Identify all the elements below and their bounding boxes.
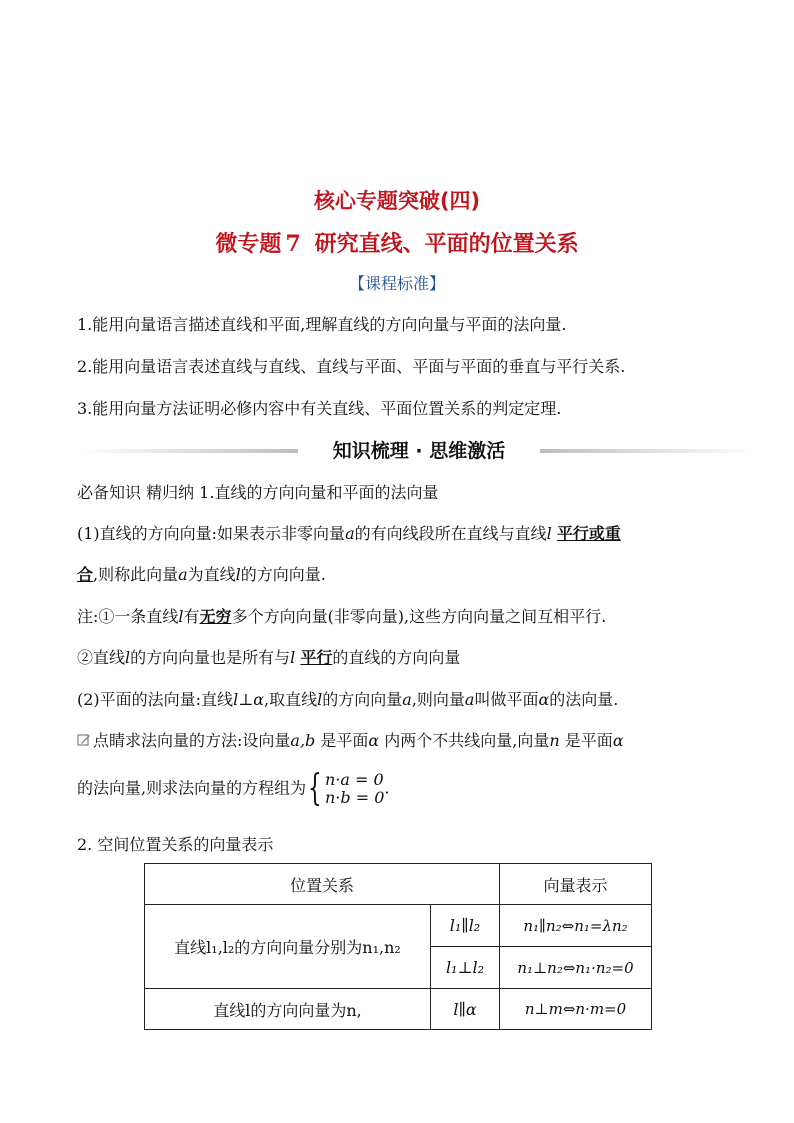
position-relation-table xyxy=(144,863,652,1030)
header-relation: 位置关系 xyxy=(145,864,500,905)
section-2-heading: 2. 空间位置关系的向量表示 xyxy=(77,835,274,854)
tip-line-1: 点睛求法向量的方法:设向量a,b 是平面α 内两个不共线向量,向量n 是平面α xyxy=(77,730,624,752)
pencil-icon xyxy=(77,733,91,747)
row1-sub-perpendicular: l₁⊥l₂ xyxy=(431,947,500,989)
brace-symbol: { xyxy=(308,767,322,809)
equation-1: n·a = 0 xyxy=(325,769,384,789)
table-row xyxy=(145,989,652,1030)
blank-answer: 平行 xyxy=(300,648,333,667)
standard-item-3: 3.能用向量方法证明必修内容中有关直线、平面位置关系的判定定理. xyxy=(77,399,562,418)
note-1: 注:①一条直线l有无穷多个方向向量(非零向量),这些方向向量之间互相平行. xyxy=(77,607,607,626)
table-header-row xyxy=(145,864,652,905)
table-row xyxy=(145,905,652,947)
row2-sub: l∥α xyxy=(431,989,500,1030)
blank-answer: 无穷 xyxy=(199,607,232,626)
section-banner xyxy=(82,435,756,465)
standard-item-1: 1.能用向量语言描述直线和平面,理解直线的方向向量与平面的法向量. xyxy=(77,315,567,334)
subtitle-number: 7 xyxy=(285,231,301,257)
page-subtitle xyxy=(0,227,794,258)
row1-description: 直线l₁,l₂的方向向量分别为n₁,n₂ xyxy=(145,905,431,989)
tip-line-2: 的法向量,则求法向量的方程组为{ n·a = 0 n·b = 0 . xyxy=(77,767,390,809)
standard-item-2: 2.能用向量语言表述直线与直线、直线与平面、平面与平面的垂直与平行关系. xyxy=(77,357,626,376)
subtitle-text: 研究直线、平面的位置关系 xyxy=(314,232,579,257)
page-title: 核心专题突破(四) xyxy=(313,189,481,213)
blank-answer: 平行或重 xyxy=(556,524,621,543)
row1-vector-parallel: n₁∥n₂⇔n₁=λn₂ xyxy=(500,905,652,947)
section-title: 知识梳理 · 思维激活 xyxy=(332,440,506,462)
equation-2: n·b = 0 xyxy=(325,787,385,807)
row2-vector: n⊥m⇔n·m=0 xyxy=(500,989,652,1030)
row2-description: 直线l的方向向量为n, xyxy=(145,989,431,1030)
paragraph-direction-vector: (1)直线的方向向量:如果表示非零向量a的有向线段所在直线与直线l 平行或重 xyxy=(77,524,621,543)
banner-rule-right xyxy=(540,449,756,453)
blank-answer: 合 xyxy=(77,565,94,584)
row1-sub-parallel: l₁∥l₂ xyxy=(431,905,500,947)
note-2: ②直线l的方向向量也是所有与l 平行的直线的方向向量 xyxy=(77,648,461,667)
subtitle-prefix: 微专题 xyxy=(215,232,282,257)
paragraph-direction-vector-cont: 合,则称此向量a为直线l的方向向量. xyxy=(77,565,326,584)
row1-vector-perpendicular: n₁⊥n₂⇔n₁·n₂=0 xyxy=(500,947,652,989)
paragraph-normal-vector: (2)平面的法向量:直线l⊥α,取直线l的方向向量a,则向量a叫做平面α的法向量. xyxy=(77,690,619,709)
course-standard-label: 【课程标准】 xyxy=(348,274,445,293)
knowledge-heading: 必备知识 精归纳 1.直线的方向向量和平面的法向量 xyxy=(77,483,439,502)
header-vector: 向量表示 xyxy=(500,864,652,905)
equation-system xyxy=(308,767,385,809)
